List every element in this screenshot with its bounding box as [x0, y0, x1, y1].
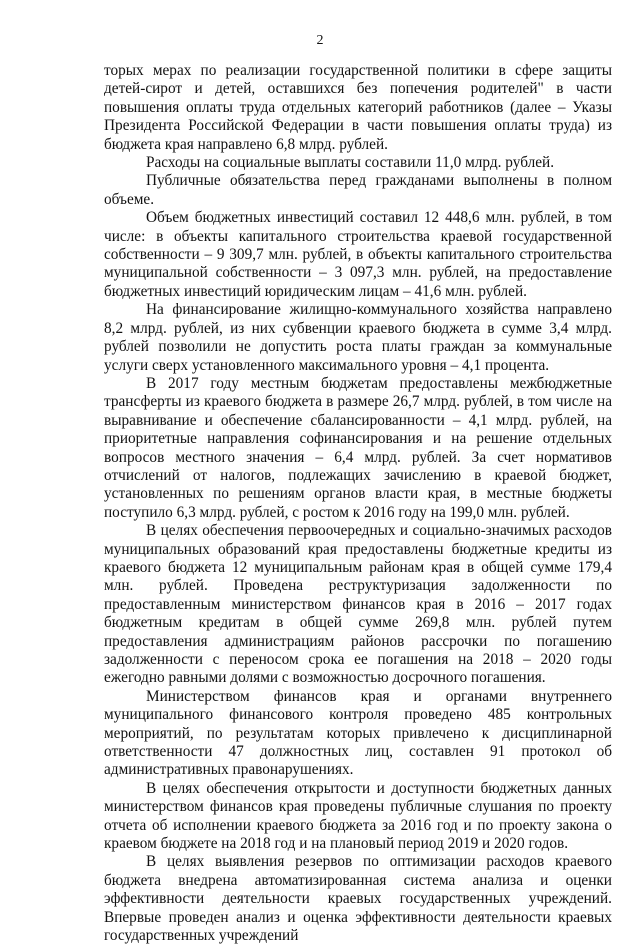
paragraph-social-payments: Расходы на социальные выплаты составили 11,0 млрд. рублей.	[146, 154, 555, 172]
paragraph-housing: На финансирование жилищно-коммунального хозяйства направлено 8,2 млрд. рублей, из них субвенции краевого бюджета в сумме 3,4 млрд. рублей позволили не допустить роста платы граждан за коммунальные услуги сверх установленного максимального уровня – 4,1 процента.	[104, 301, 612, 374]
paragraph-transfers: В 2017 году местным бюджетам предоставлены межбюджетные трансферты из краевого бюджета в размере 26,7 млрд. рублей, в том числе на выравнивание и обеспечение сбалансированности – 4,1 млрд. рублей, на приоритетные направления софинансирования и на решение отдельных вопросов местного значения – 6,4 млрд. рублей. За счет нормативов отчислений от налогов, подлежащих зачислению в краевой бюджет, установленных по решениям органов власти края, в местные бюджеты поступило 6,3 млрд. рублей, с ростом к 2016 году на 199,0 млн. рублей.	[104, 374, 612, 521]
paragraph-continuation: торых мерах по реализации государственной политики в сфере защиты детей-сирот и детей, оставшихся без попечения родителей" в части повышения оплаты труда отдельных категорий работников (далее – Указы Президента Российской Федерации в части повышения оплаты труда) из бюджета края направлено 6,8 млрд. рублей.	[104, 62, 612, 153]
paragraph-efficiency: В целях выявления резервов по оптимизации расходов краевого бюджета внедрена автоматизированная система анализа и оценки эффективности деятельности краевых государственных учреждений. Впервые проведен анализ и оценка эффективности деятельности краевых государственных учреждений	[104, 853, 612, 945]
paragraph-openness: В целях обеспечения открытости и доступности бюджетных данных министерством финансов края проведены публичные слушания по проекту отчета об исполнении краевого бюджета за 2016 год и по проекту закона о краевом бюджете на 2018 год и на плановый период 2019 и 2020 годов.	[104, 779, 612, 853]
paragraph-credits: В целях обеспечения первоочередных и социально-значимых расходов муниципальных образований края предоставлены бюджетные кредиты из краевого бюджета 12 муниципальным районам края в общей сумме 179,4 млн. рублей. Проведена реструктуризация задолженности по предоставленным министерством финансов края в 2016 – 2017 годах бюджетным кредитам в общей сумме 269,8 млн. рублей путем предоставления администрациям районов рассрочки по погашению задолженности с переносом срока ее погашения на 2018 – 2020 годы ежегодно равными долями с возможностью досрочного погашения.	[104, 522, 612, 687]
paragraph-investments: Объем бюджетных инвестиций составил 12 448,6 млн. рублей, в том числе: в объекты капитального строительства краевой государственной собственности – 9 309,7 млн. рублей, в объекты капитального строительства муниципальной собственности – 3 097,3 млн. рублей, на предоставление бюджетных инвестиций юридическим лицам – 41,6 млн. рублей.	[104, 209, 612, 300]
page-number: 2	[316, 33, 324, 48]
body-text	[104, 62, 612, 946]
paragraph-control: Министерством финансов края и органами внутреннего муниципального финансового контроля проведено 485 контрольных мероприятий, по результатам которых привлечено к дисциплинарной ответственности 47 должностных лиц, составлен 91 протокол об административных правонарушениях.	[104, 687, 612, 779]
paragraph-public-obligations: Публичные обязательства перед гражданами выполнены в полном объеме.	[104, 172, 612, 208]
